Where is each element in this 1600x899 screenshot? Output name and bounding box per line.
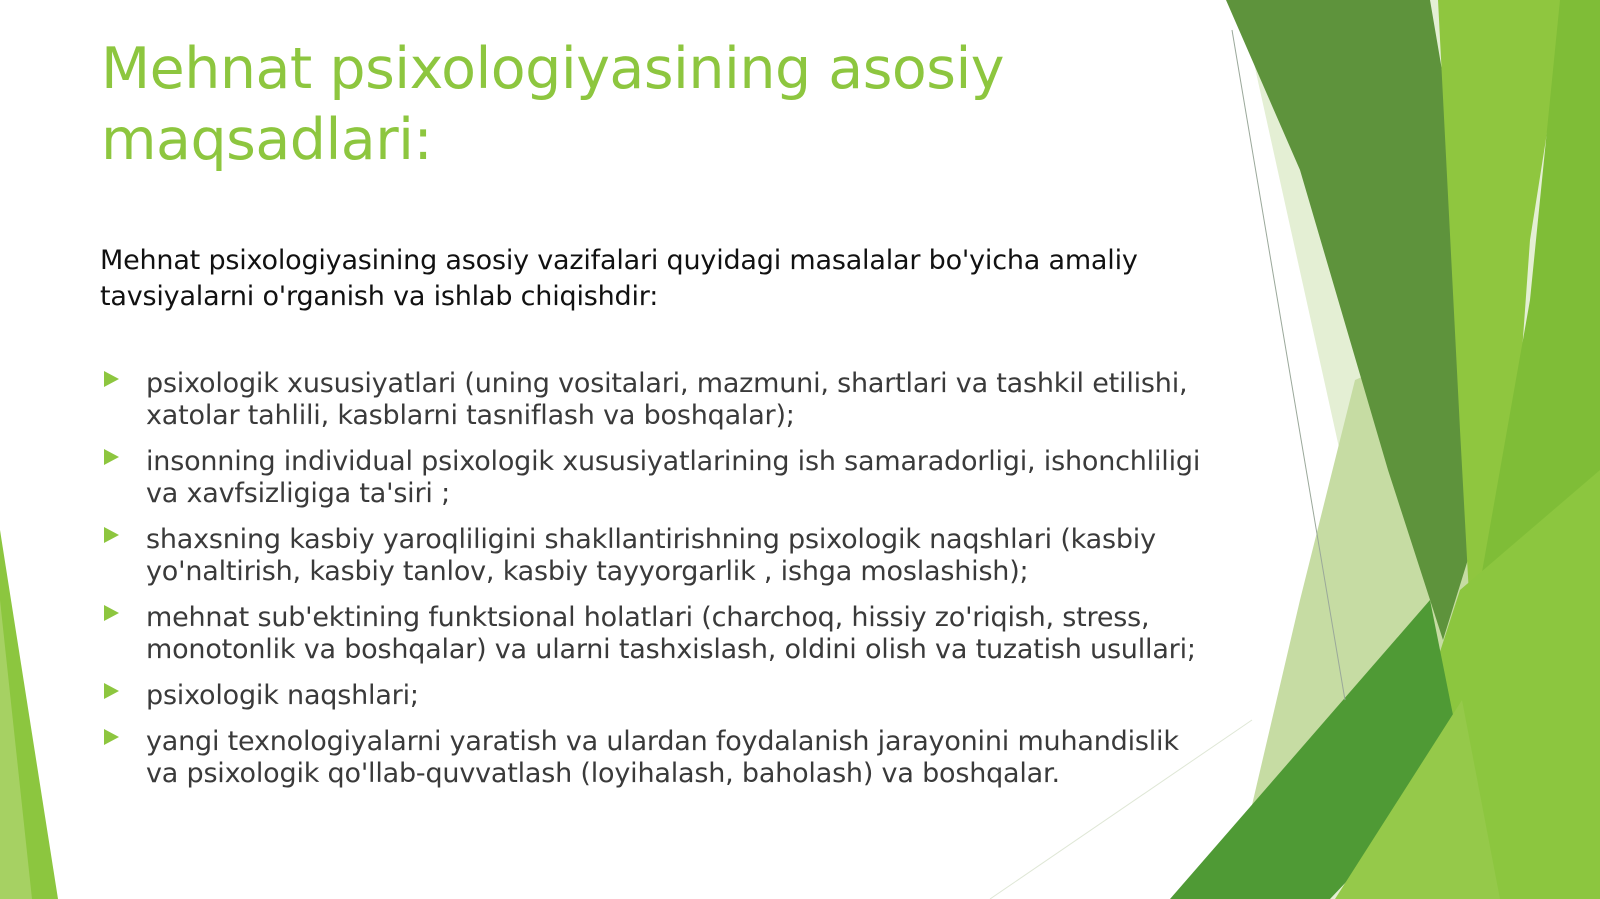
list-item [100,446,1210,510]
list-item [100,602,1210,666]
bullet-text: yangi texnologiyalarni yaratish va ulardan foydalanish jarayonini muhandislik va psixologik qo'llab-quvvatlash (loyihalash, baholash) va boshqalar. [146,726,1179,789]
bullet-text: psixologik naqshlari; [146,680,419,711]
bullet-arrow-icon [104,729,119,745]
list-item [100,680,1210,712]
bullet-text: mehnat sub'ektining funktsional holatlari (charchoq, hissiy zo'riqish, stress, monotonlik va boshqalar) va ularni tashxislash, oldini olish va tuzatish usullari; [146,602,1196,665]
list-item [100,726,1210,790]
bullet-arrow-icon [104,449,119,465]
bullet-text: insonning individual psixologik xususiyatlarining ish samaradorligi, ishonchliligi va xavfsizligiga ta'siri ; [146,446,1201,509]
bullet-arrow-icon [104,683,119,699]
list-item [100,368,1210,432]
bullet-list [100,368,1210,804]
bullet-text: shaxsning kasbiy yaroqliligini shakllantirishning psixologik naqshlari (kasbiy yo'naltirish, kasbiy tanlov, kasbiy tayyorgarlik , ishga moslashish); [146,524,1156,587]
bullet-text: psixologik xususiyatlari (uning vositalari, mazmuni, shartlari va tashkil etilishi, xatolar tahlili, kasblarni tasniflash va boshqalar); [146,368,1188,431]
bullet-arrow-icon [104,371,119,387]
slide-title: Mehnat psixologiyasining asosiy maqsadlari: [101,36,1005,173]
list-item [100,524,1210,588]
intro-paragraph: Mehnat psixologiyasining asosiy vazifalari quyidagi masalalar bo'yicha amaliy tavsiyalarni o'rganish va ishlab chiqishdir: [100,245,1138,312]
bullet-arrow-icon [104,527,119,543]
bullet-arrow-icon [104,605,119,621]
